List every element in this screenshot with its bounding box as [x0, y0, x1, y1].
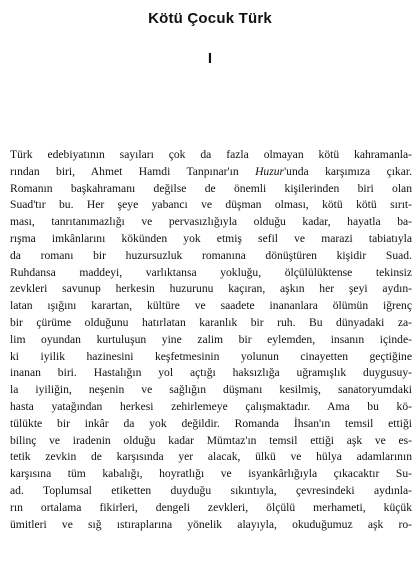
book-title-italic: Huzur: [255, 164, 285, 178]
text-line: lim oyundan kurtuluşun yine zalim bir eylemden, insanın içinde-: [10, 332, 412, 346]
text-line: ması, tanrıtanımazlığı ve pervasızlığıyla olduğu kadar, hayatla ba-: [10, 215, 412, 229]
body-text: [10, 147, 412, 533]
text-line: Ruhdansa maddeyi, varlıktansa yokluğu, ölçülülüktense tekinsiz: [10, 265, 412, 279]
text-line: rından biri, Ahmet Hamdi Tanpınar'ın Huzur'unda karşımıza çıkar.: [10, 164, 412, 178]
chapter-title: Kötü Çocuk Türk: [148, 10, 272, 27]
text-line: la iyiliğin, neşenin ve sağlığın düşmanı kesilmiş, sanatoryumdaki: [10, 383, 412, 397]
text-line: Suad'tır bu. Her şeye yabancı ve düşman olması, kötü kötü sırıt-: [10, 198, 412, 212]
text-line: Romanın başkahramanı değilse de önemli kişilerinden biri olan: [10, 181, 412, 195]
text-line: bilinç ve iradenin olduğu kadar Mümtaz'ın temsil ettiği aşk ve es-: [10, 433, 412, 447]
text-line: ümitleri ve sığ ıstıraplarına yönelik alayıyla, okuduğumuz aşk ro-: [10, 517, 412, 531]
text-line: inanan biri. Hastalığın yol açtığı haksızlığa uğramışlık duygusuy-: [10, 366, 412, 380]
text-line: Türk edebiyatının sayıları çok da fazla olmayan kötü kahramanla-: [10, 148, 412, 161]
text-line: tetik zevkin de karşısında yer alacak, ülkü ve hülya adamlarının: [10, 450, 412, 464]
text-line: ad. Toplumsal etiketten duyduğu sıkıntıyla, çevresindeki aydınla-: [10, 483, 412, 497]
text-line: rışma imkânlarını kökünden yok etmiş sefil ve marazi tabiatıyla: [10, 231, 412, 245]
chapter-number: I: [207, 50, 213, 67]
text-line: tülükte bir inkâr da yok değildir. Romanda İhsan'ın temsil ettiği: [10, 416, 412, 430]
text-line: ki iyilik hazinesini keşfetmesinin yolunun cinayetten geçtiğine: [10, 349, 412, 363]
text-line: bir çürüme olduğunu hatırlatan karanlık bir ruh. Bu dünyadaki za-: [10, 315, 412, 329]
text-line: latan ışığını karartan, kültüre ve saadete inananlara ölümün iğrenç: [10, 299, 412, 313]
text-line: rın ortalama fikirleri, dengeli zevkleri, ölçülü merhameti, küçük: [10, 500, 412, 514]
text-line: hasta yatağından herkesi zehirlemeye çalışmaktadır. Ama bu kö-: [10, 399, 412, 413]
text-line: da romanı bir huzursuzluk romanına dönüştüren kişidir Suad.: [10, 248, 412, 262]
text-line: karşısına tüm kabalığı, hoyratlığı ve isyankârlığıyla çıkacaktır Su-: [10, 467, 412, 481]
text-line: zevkleri savunup herkesin huzurunu kaçıran, aşkın her şeyi aydın-: [10, 282, 412, 296]
